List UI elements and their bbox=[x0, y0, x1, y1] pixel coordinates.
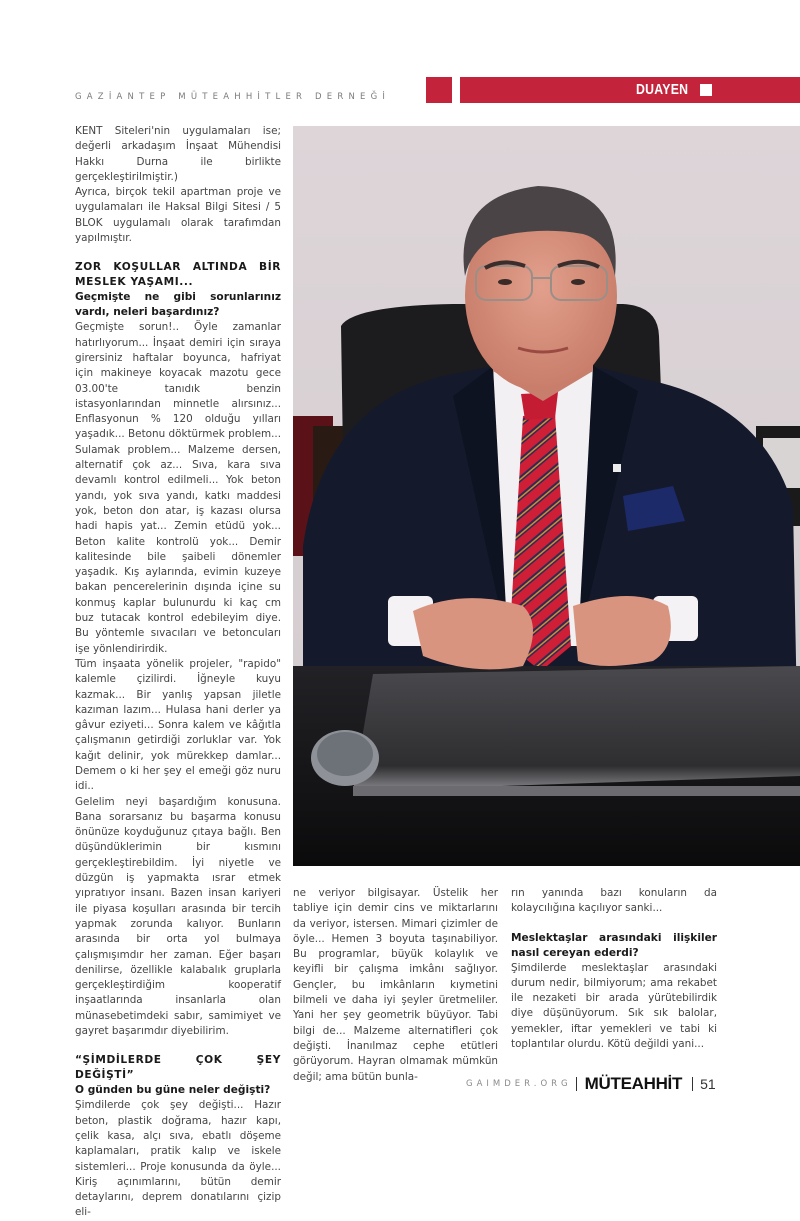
paragraph: Şimdilerde çok şey değişti... Hazır beton, plastik doğrama, hazır kapı, çelik kasa, alçı sıva, ebatlı döşeme kaplamaları, pratik kalıp ve iskele sistemleri... Proje konusunda da öyle... Kiriş açınımlarını, bütün demir detaylarını, deprem donatılarını çizip eli- bbox=[75, 1099, 281, 1219]
section-heading: “ŞİMDİLERDE ÇOK ŞEY DEĞİŞTİ” bbox=[75, 1054, 281, 1082]
paragraph: Tüm inşaata yönelik projeler, "rapido" kalemle çizilirdi. İğneyle kuyu kazmak... Bir yanlış yapsan jiletle kazıman lazım... Hulasa hani derler ya gâvur eziyeti... Sonra kalem ve kâğıtla çalışmanın getirdiği zorluklar var. Yok kağıt delinir, yok mürekkep damlar... Demem o ki her şey el emeği göz nuru idi.. bbox=[75, 657, 281, 793]
paragraph: Gelelim neyi başardığım konusuna. Bana sorarsanız bu başarma konusu önünüze koyduğunuz çıtaya bağlı. Ben düşündüklerimin bir kısmını gerçekleştirebildim. İyi niyetle ve düzgün iş yapmakta ısrar etmek yıpratıyor insanı. Bazen insan kariyeri ile piyasa koşulları arasında bir tercih yapmak zorunda kalıyor. Bunların arasında bir orta yol bulmaya çalışmışımdır her zaman. Eğer başarı denilirse, özellikle kalabalık gruplarla gerçekleştirdiğim kooperatif inşaatlarında insanlarla olan münasebetimdeki sabır, samimiyet ve gayret başarımdır diyebilirim. bbox=[75, 795, 281, 1038]
section-banner bbox=[460, 77, 800, 103]
interview-question: Meslektaşlar arasındaki ilişkiler nasıl cereyan ederdi? bbox=[511, 931, 717, 959]
article-column-2 bbox=[293, 886, 498, 1085]
interview-question: Geçmişte ne gibi sorunlarınız vardı, neleri başardınız? bbox=[75, 291, 281, 319]
paragraph: Geçmişte sorun!.. Öyle zamanlar hatırlıyorum... İnşaat demiri için sıraya girersiniz haftalar boyunca, hafriyat için makineye koyacak mazotu gece 03.00'te tanıdık benzin istasyonlarından minnetle alırsınız... Enflasyonun % 120 olduğu yılları yaşadık... Betonu döktürmek problem... Sulamak problem... Malzeme dersen, alternatif çok az... Sıva, kara sıva devamlı kontrol edilmeli... Yok beton yandı, yok sıva yandı, katkı maddesi yok, beton don atar, iş kazası olursa hadi hapis yat... Zemin etüdü yok... Beton kalite kontrolü yok... Demir kalitesinde bile şaibeli dönemler yaşadık. Kış aylarında, evimin kuzeye bakan pencerelerinin dışında içine su konmuş kaplar bulunurdu ki kaç cm buz tutacak kontrol edebileyim diye. Bu yöntemle sıvacıları ve betoncuları işe yönlendirirdik. bbox=[75, 321, 281, 655]
organization-name: GAZİANTEP MÜTEAHHİTLER DERNEĞİ bbox=[75, 92, 391, 102]
magazine-logo: MÜTEAHHİT bbox=[584, 1074, 683, 1093]
paragraph: ne veriyor bilgisayar. Üstelik her tabliye için demir cins ve miktarlarını da veriyor, istersen. Mimari çizimler de öyle... Hemen 3 boyuta taşınabiliyor. Bu programlar, büyük kolaylık ve keyifli bir çalışma imkânı sağlıyor. Gençler, bu imkânların kıymetini bilmeli ve daha iyi şeyler üretmeliler. Yani her şey geometrik büyüyor. Tabi bilgi de... Malzeme alternatifleri çok değişti. İnanılmaz cephe etütleri görüyorum. Hayran olmamak mümkün değil; ama bütün bunla- bbox=[293, 887, 498, 1083]
interview-question: O günden bu güne neler değişti? bbox=[75, 1084, 271, 1097]
article-column-3 bbox=[511, 886, 717, 1052]
square-icon bbox=[700, 84, 712, 96]
section-heading: ZOR KOŞULLAR ALTINDA BİR MESLEK YAŞAMI... bbox=[75, 261, 281, 289]
section-label: DUAYEN bbox=[636, 81, 689, 98]
footer-divider bbox=[692, 1077, 693, 1091]
page-footer bbox=[466, 1074, 716, 1094]
laptop bbox=[353, 666, 800, 791]
page-number: 51 bbox=[700, 1076, 716, 1092]
header-accent-block bbox=[426, 77, 452, 103]
website-url: GAIMDER.ORG bbox=[466, 1079, 572, 1089]
footer-divider bbox=[576, 1077, 577, 1091]
paragraph: rın yanında bazı konuların da kolaycılığına kaçılıyor sanki... bbox=[511, 887, 717, 915]
article-column-1 bbox=[75, 124, 281, 1221]
paragraph: Şimdilerde meslektaşlar arasındaki durum nedir, bilmiyorum; ama rekabet ile nezaketi bir arada yürütebilirdik diye düşünüyorum. Sık sık balolar, yemekler, iftar yemekleri ve tabi ki toplantılar olurdu. Kötü değildi yani... bbox=[511, 961, 717, 1051]
paragraph: KENT Siteleri'nin uygulamaları ise; değerli arkadaşım İnşaat Mühendisi Hakkı Durna ile birlikte gerçekleştirilmiştir.) bbox=[75, 125, 281, 183]
paragraph: Ayrıca, birçok tekil apartman proje ve uygulamaları ile Haksal Bilgi Sitesi / 5 BLOK uygulamalı olarak tarafımdan yapılmıştır. bbox=[75, 186, 281, 245]
portrait-photo bbox=[293, 126, 800, 866]
